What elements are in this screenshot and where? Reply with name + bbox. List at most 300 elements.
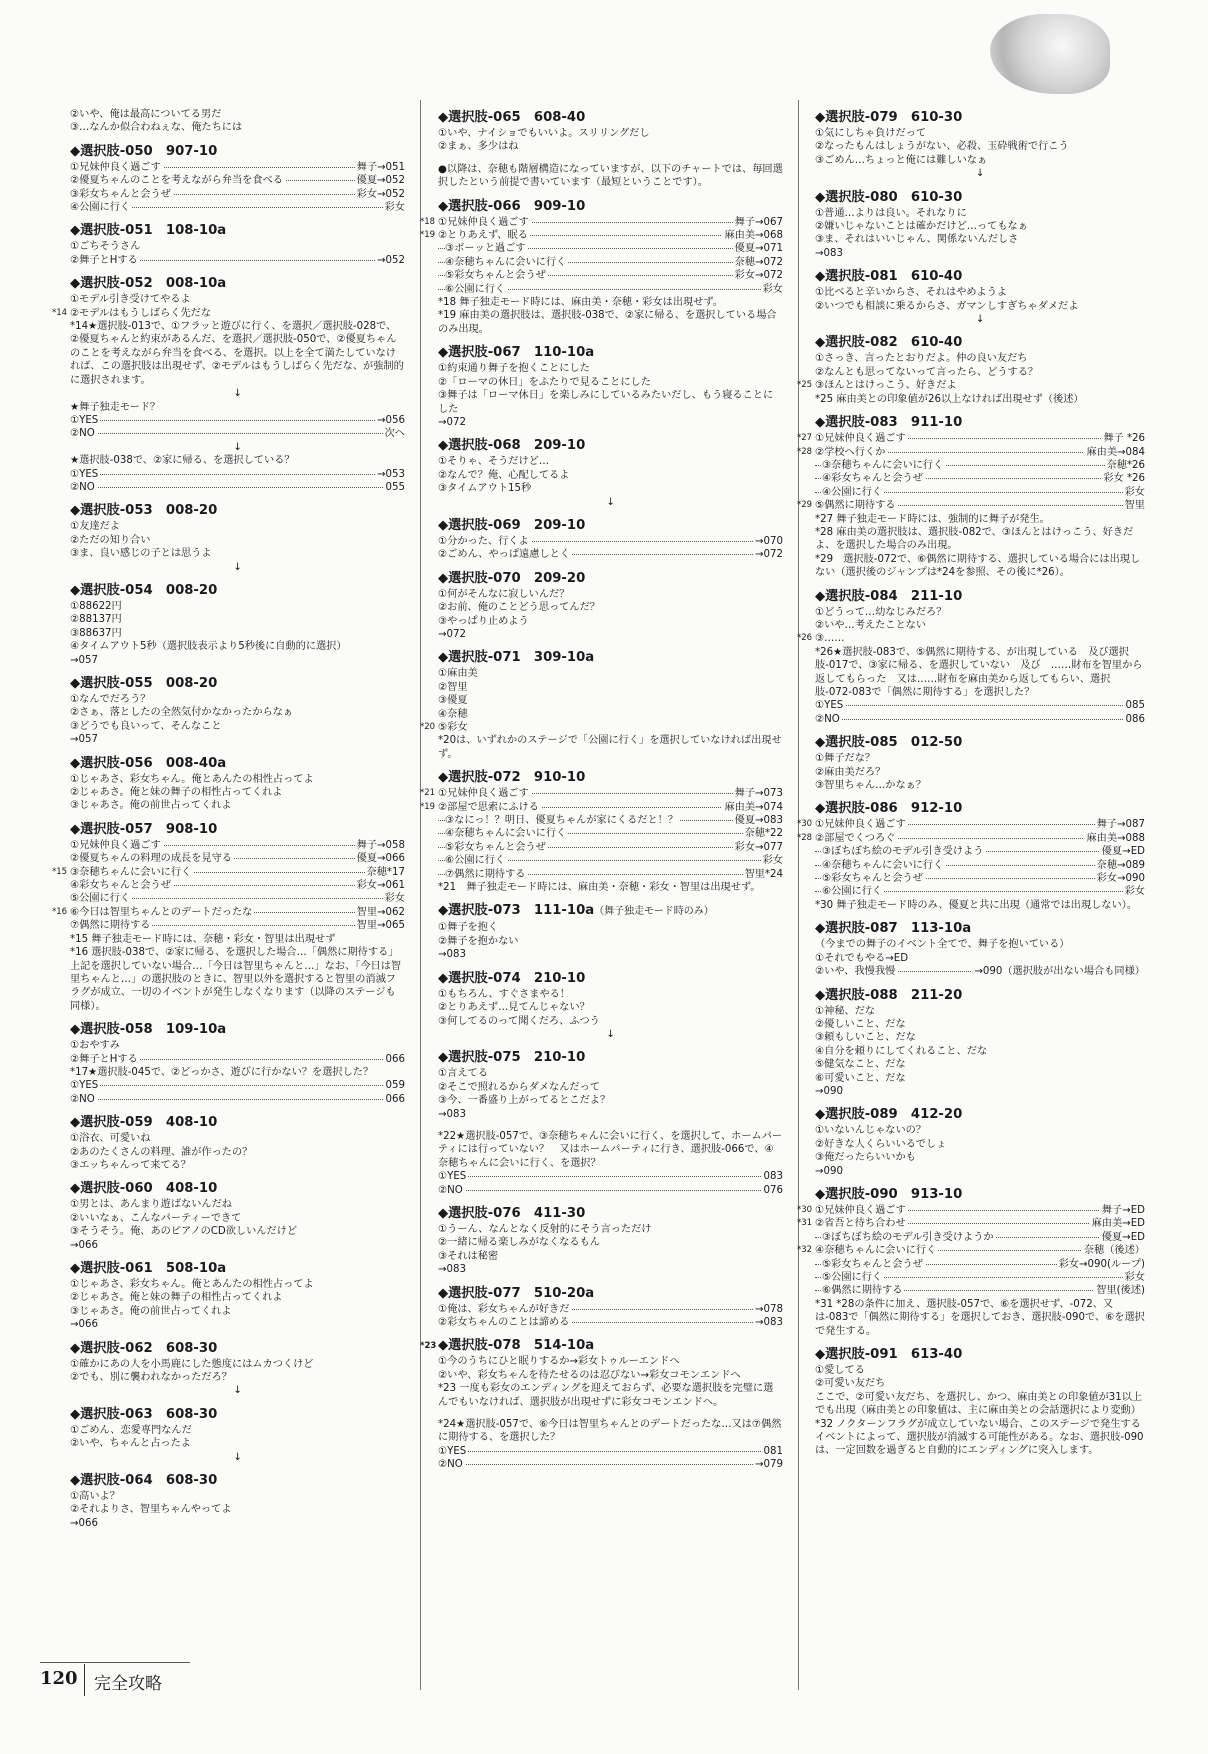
section-heading-text: ◆選択肢-062 608-30 (70, 1340, 218, 1356)
choice-section (70, 144, 405, 215)
option-text: ②NO (70, 1093, 95, 1105)
option-text: ①いないんじゃないの？ (815, 1125, 927, 1137)
choice-option (438, 854, 783, 867)
choice-option (438, 548, 783, 561)
choice-option (70, 1371, 405, 1384)
choice-section (420, 198, 783, 337)
choice-option (70, 879, 405, 892)
option-text: ②NO (438, 1184, 463, 1196)
section-heading (438, 1206, 783, 1222)
option-text: ③頼もしいこと、だな (815, 1032, 916, 1044)
section-heading-text: ◆選択肢-068 209-10 (438, 438, 586, 454)
choice-option (815, 1018, 1145, 1031)
choice-option (438, 935, 783, 948)
option-text: ①約束通り舞子を抱くことにした (438, 363, 590, 375)
option-text: ③ほんとはけっこう、好きだよ (815, 380, 957, 392)
option-result: 彩女→061 (356, 880, 405, 892)
option-result: 奈穂*17 (366, 866, 405, 878)
option-text: ③ごめん…ちょっと俺には難しいなぁ (815, 154, 988, 166)
choice-option (797, 832, 1145, 845)
option-text: ④奈穂ちゃんに会いに行く (815, 1245, 937, 1257)
section-heading-text: ◆選択肢-091 613-40 (815, 1347, 963, 1363)
section-heading-text: ◆選択肢-064 608-30 (70, 1473, 218, 1489)
note-paragraph: *18 舞子独走モード時には、麻由美・奈穂・彩女は出現せず。 (438, 297, 723, 309)
footnote-marker: *21 (420, 788, 436, 799)
choice-option (815, 1058, 1145, 1071)
choice-option (797, 1217, 1145, 1230)
choice-option (420, 229, 783, 242)
option-text: ②麻由美だろ？ (815, 766, 886, 778)
option-text: ②とりあえず、眠る (438, 230, 528, 242)
section-heading (815, 801, 1145, 817)
section-heading-text: ◆選択肢-057 908-10 (70, 821, 218, 837)
option-text: *17★選択肢-045で、②どっかさ、遊びに行かない？を選択した？ (70, 1066, 374, 1078)
option-text: →066 (70, 1319, 98, 1331)
option-result: 優夏→066 (356, 853, 405, 865)
option-text: ⑤偶然に期待する (815, 500, 896, 512)
choice-option (438, 1236, 783, 1249)
section-heading-text: ◆選択肢-071 309-10a (438, 650, 595, 666)
footnote-marker: *15 (52, 866, 68, 877)
choice-option (70, 108, 405, 121)
option-text: ①舞子を抱く (438, 922, 499, 934)
option-result: 083 (763, 1171, 783, 1183)
option-text: ④彩女ちゃんと会うぜ (70, 880, 171, 892)
option-text: ①そりゃ、そうだけど… (438, 456, 550, 468)
section-heading-text: ◆選択肢-079 610-30 (815, 110, 963, 125)
option-text: ②なんとも思ってないって言ったら、どうする？ (815, 366, 1039, 378)
option-text: ①YES (70, 468, 99, 480)
footnote-marker: *18 (420, 216, 436, 227)
choice-section (438, 438, 783, 509)
choice-option (52, 866, 405, 879)
choice-option (438, 140, 783, 153)
note-paragraph: *21 舞子独走モード時には、麻由美・奈穂・彩女・智里は出現せず。 (438, 882, 761, 894)
choice-option (70, 454, 405, 467)
choice-option (70, 786, 405, 799)
dotted-leader (70, 1085, 405, 1086)
dotted-leader (438, 1451, 783, 1452)
option-text: ②一緒に帰る楽しみがなくなるもん (438, 1237, 600, 1249)
option-text: ②でも、別に襲われなかっただろ？ (70, 1372, 232, 1384)
choice-option (70, 613, 405, 626)
note-paragraph: *24★選択肢-057で、⑥今日は智里ちゃんとのデートだったな…又は⑦偶然に期待する、を選択した？ (438, 1419, 782, 1444)
choice-section (797, 588, 1145, 727)
option-text: ②舞子とHする (70, 254, 138, 266)
section-heading (815, 269, 1145, 285)
choice-option (438, 376, 783, 389)
choice-option (70, 720, 405, 733)
option-text: ①高いよ？ (70, 1491, 120, 1503)
column-1 (52, 108, 405, 1539)
choice-section (420, 770, 783, 894)
option-text: ②嫌いじゃないことは確かだけど…ってもなぁ (815, 221, 1028, 233)
choice-section (70, 1115, 405, 1172)
option-result: 舞子→051 (356, 161, 405, 173)
option-text: ②ただの知り合い (70, 534, 151, 546)
choice-option (438, 482, 783, 495)
choice-section (438, 903, 783, 961)
choice-option (70, 852, 405, 865)
option-text: ②いいなぁ、こんなパーティーできて (70, 1212, 242, 1224)
note-paragraph: *14★選択肢-013で、①フラッと遊びに行く、を選択／選択肢-028で、②優夏ちゃんと約束があるんだ、を選択／選択肢-050で、②優夏ちゃんのことを考えながら弁当を食べる、を選択。以上を全て満たしていなければ、この選択肢は出現せず、②モデルはもうしばらく先だな、が強制的に選択されます。 (70, 321, 404, 386)
choice-option (815, 699, 1145, 712)
note-paragraph: *28 麻由美の選択肢は、選択肢-082で、③ほんとはけっこう、好きだよ、を選択した場合のみ出現。 (815, 526, 1134, 552)
choice-option (797, 446, 1145, 459)
choice-section (815, 269, 1145, 326)
choice-option (438, 1081, 783, 1094)
section-heading (70, 223, 405, 239)
choice-option (70, 693, 405, 706)
choice-section (438, 1286, 783, 1330)
choice-section (420, 650, 783, 761)
choice-option (438, 615, 783, 628)
choice-option (438, 948, 783, 961)
option-text: ⑥公園に行く (445, 855, 506, 867)
choice-section (70, 1473, 405, 1530)
option-result: 076 (763, 1184, 783, 1196)
option-text: ③タイムアウト15秒 (438, 483, 532, 495)
choice-option (438, 868, 783, 881)
option-result: 舞子 *26 (1103, 433, 1145, 445)
option-text: ⑦偶然に期待する (445, 868, 526, 880)
choice-option (797, 432, 1145, 445)
option-text: ①確かにあの人を小馬鹿にした態度にはムカつくけど (70, 1358, 314, 1370)
option-result: 優夏→071 (734, 243, 783, 255)
option-text: ②「ローマの休日」をふたりで見ることにした (438, 376, 651, 388)
footnote-marker: *30 (797, 819, 813, 830)
footnote-marker: *31 (797, 1218, 813, 1229)
choice-option (70, 468, 405, 481)
option-text: ⑤彩女ちゃんと会うぜ (445, 270, 546, 282)
section-heading-text: ◆選択肢-083 911-10 (815, 415, 963, 431)
column-2 (420, 108, 783, 1481)
section-heading-text: ◆選択肢-050 907-10 (70, 143, 218, 159)
option-text: ④奈穂ちゃんに会いに行く (445, 828, 567, 840)
note-paragraph: *29 選択肢-072で、⑥偶然に期待する、選択している場合には出現しない（選択後のジャンプは*24を参照、その後に*26）。 (815, 553, 1141, 579)
choice-option (438, 362, 783, 375)
choice-option (815, 938, 1145, 951)
option-text: ②さぁ、落としたの全然気付かなかったからなぁ (70, 707, 294, 719)
flow-arrow: ↓ (606, 1028, 615, 1040)
choice-option (438, 127, 783, 140)
choice-option (438, 988, 783, 1001)
choice-option (70, 1437, 405, 1450)
option-result: 彩女→090(ループ) (1058, 1258, 1145, 1270)
section-heading-text: ◆選択肢-088 211-20 (815, 987, 963, 1003)
footnote-marker: *19 (420, 230, 436, 241)
choice-option (70, 188, 405, 201)
option-text: ★舞子独走モード？ (70, 401, 161, 413)
option-text: ⑥今日は智里ちゃんとのデートだったな (70, 906, 253, 918)
flow-arrow: ↓ (233, 561, 242, 573)
option-result: 奈穂→072 (734, 256, 783, 268)
choice-option (815, 1377, 1145, 1390)
section-heading (438, 438, 783, 454)
page-footer (40, 1660, 200, 1696)
section-heading (438, 199, 783, 215)
option-text: ③俺だったらいいかも (815, 1152, 916, 1164)
option-text: ①うーん、なんとなく反射的にそう言っただけ (438, 1223, 652, 1235)
option-result: 彩女→052 (356, 188, 405, 200)
choice-option (438, 1223, 783, 1236)
choice-option (438, 1250, 783, 1263)
choice-option (52, 906, 405, 919)
column-divider (420, 100, 421, 1690)
option-text: ②部屋でくつろぐ (815, 832, 896, 844)
choice-option (815, 459, 1145, 472)
choice-option (70, 520, 405, 533)
option-text: →090 (815, 1085, 843, 1097)
section-heading-text: ◆選択肢-074 210-10 (438, 970, 586, 986)
choice-option (438, 841, 783, 854)
choice-option (815, 952, 1145, 965)
section-heading (815, 415, 1145, 431)
choice-option (815, 1085, 1145, 1098)
option-result: 麻由美→084 (1086, 446, 1145, 458)
option-text: ②省吾と待ち合わせ (815, 1218, 906, 1230)
option-text: ③彩女ちゃんと会うぜ (70, 188, 171, 200)
note-paragraph: *27 舞子独走モード時には、強制的に舞子が発生。 (815, 513, 1050, 525)
choice-option (70, 1278, 405, 1291)
option-text: ①なんでだろう？ (70, 694, 151, 705)
choice-option (70, 481, 405, 494)
option-result: 優夏→ED (1101, 846, 1145, 858)
choice-option (70, 627, 405, 640)
choice-option (438, 535, 783, 548)
option-result: 舞子→067 (734, 216, 783, 228)
choice-option (815, 1124, 1145, 1137)
option-text: ②まぁ、多少はね (438, 141, 519, 153)
option-text: ②あのたくさんの料理、誰が作ったの？ (70, 1146, 253, 1158)
option-text: ③…なんか似合わねぇな、俺たちには (70, 122, 243, 134)
option-result: 彩女→072 (734, 270, 783, 282)
dotted-leader (70, 1099, 405, 1100)
choice-option (70, 1305, 405, 1318)
choice-option (815, 859, 1145, 872)
option-text: ①もちろん、すぐさまやる！ (438, 988, 570, 1000)
section-heading-note: （舞子独走モード時のみ） (594, 906, 714, 918)
option-text: ③優夏 (438, 695, 468, 707)
choice-option (70, 706, 405, 719)
section-heading (438, 571, 783, 587)
choice-option (70, 1424, 405, 1437)
choice-option (70, 1318, 405, 1331)
option-text: ①88622円 (70, 600, 122, 612)
choice-option (815, 766, 1145, 779)
choice-option (815, 233, 1145, 246)
option-text: ①モデル引き受けてやるよ (70, 294, 191, 306)
choice-option (438, 708, 783, 721)
option-text: ②ごめん、やっぱ遠慮しとく (438, 549, 570, 561)
section-heading-text: ◆選択肢-087 113-10a (815, 921, 972, 937)
choice-section (438, 345, 783, 429)
option-text: ②好きな人くらいいるでしょ (815, 1138, 947, 1150)
choice-option (438, 814, 783, 827)
choice-option (815, 1271, 1145, 1284)
option-text: ①YES (438, 1445, 467, 1457)
option-text: ③ま、それはいいじゃん、関係ないんだしさ (815, 234, 1019, 246)
choice-option (438, 1001, 783, 1014)
option-text: ①神秘、だな (815, 1005, 876, 1017)
option-text: ③ま、良い感じの子とは思うよ (70, 548, 212, 560)
option-text: ③今、一番盛り上がってるとこだよ？ (438, 1095, 611, 1107)
option-text: ②智里 (438, 681, 468, 693)
choice-option (70, 1198, 405, 1211)
option-text: ④公園に行く (822, 486, 883, 498)
choice-option (815, 1031, 1145, 1044)
option-result: 智里→065 (356, 920, 405, 932)
section-heading (70, 1115, 405, 1131)
option-text: ①ごめん、恋愛専門なんだ (70, 1424, 192, 1436)
option-text: ①言えてる (438, 1068, 488, 1080)
option-text: ④タイムアウト5秒（選択肢表示より5秒後に自動的に選択） (70, 641, 347, 653)
section-heading (815, 589, 1145, 605)
section-heading-text: ◆選択肢-055 008-20 (70, 676, 218, 691)
dotted-leader (70, 420, 405, 421)
choice-option (815, 1364, 1145, 1377)
flow-arrow: ↓ (975, 314, 985, 326)
option-text: ③どうでも良いって、そんなこと (70, 720, 222, 732)
option-text: ②モデルはもうしばらく先だな (70, 307, 212, 319)
choice-option (438, 1369, 783, 1382)
section-heading-text: ◆選択肢-075 210-10 (438, 1050, 586, 1066)
option-text: ②それよりさ、智里ちゃんやってよ (70, 1504, 232, 1516)
dotted-leader (70, 474, 405, 475)
footnote-marker: *19 (420, 801, 436, 812)
option-text: ①YES (70, 1080, 99, 1092)
option-text: →083 (438, 1264, 466, 1276)
choice-option (70, 401, 405, 414)
choice-option (438, 1458, 783, 1471)
choice-option (70, 201, 405, 214)
option-text: ①兄妹仲良く過ごす (438, 216, 529, 228)
option-result: 奈穂*22 (744, 828, 783, 840)
option-result: 優夏→052 (356, 175, 405, 187)
option-result: 059 (385, 1080, 405, 1092)
option-text: ①気にしちゃ負けだって (815, 128, 927, 139)
option-result: 086 (1125, 713, 1145, 725)
option-result: 舞子→058 (356, 839, 405, 851)
section-heading-text: ◆選択肢-059 408-10 (70, 1115, 218, 1131)
option-text: ②いや、俺は最高についてる男だ (70, 109, 222, 120)
option-result: 智里(後述) (1096, 1285, 1145, 1297)
choice-option (815, 1138, 1145, 1151)
option-text: ②いや…考えたことない (815, 619, 927, 631)
option-text: ②いつでも相談に乗るからさ、ガマンしすぎちゃダメだよ (815, 300, 1079, 312)
choice-option (438, 1184, 783, 1197)
note-paragraph: *26★選択肢-083で、⑤偶然に期待する、が出現している 及び選択肢-017で、③家に帰る、を選択していない 及び ……財布を智里から返してもらった 又は……財布を麻由美から返してもらい、選択肢-072-083で「偶然に期待する」を選択した？ (815, 646, 1143, 698)
choice-option (438, 269, 783, 282)
choice-option (815, 845, 1145, 858)
section-heading-text: ◆選択肢-080 610-30 (815, 189, 963, 205)
option-text: ①それでもやる→ED (815, 952, 909, 964)
choice-option (815, 286, 1145, 299)
option-text: ①兄妹仲良く過ごす (70, 161, 161, 173)
footnote-marker: *30 (797, 1204, 813, 1215)
choice-section (438, 110, 783, 154)
section-heading-text: ◆選択肢-084 211-10 (815, 588, 963, 604)
option-result: 彩女 (1124, 486, 1145, 498)
choice-option (815, 300, 1145, 313)
option-text: ①浴衣、可愛いね (70, 1133, 151, 1145)
choice-option (70, 773, 405, 786)
option-result: 智里 (1124, 500, 1145, 512)
option-text: ②なんで？俺、心配してるよ (438, 469, 570, 481)
choice-option (438, 455, 783, 468)
option-text: ②いや、彩女ちゃんを待たせるのは忍びない→彩女コモンエンドへ (438, 1369, 741, 1381)
choice-option (52, 307, 405, 320)
choice-option (70, 1239, 405, 1252)
choice-option (815, 352, 1145, 365)
option-text: ①兄妹仲良く過ごす (815, 1204, 906, 1216)
choice-section (438, 1050, 783, 1121)
option-text: ③やっぱり止めよう (438, 615, 529, 627)
option-text: ③奈穂ちゃんに会いに行く (822, 459, 944, 471)
choice-option (797, 1204, 1145, 1217)
choice-option (70, 240, 405, 253)
choice-option (815, 779, 1145, 792)
option-result: →083 (755, 1317, 783, 1328)
choice-section (815, 110, 1145, 181)
option-text: ③…… (815, 633, 845, 645)
choice-option (438, 469, 783, 482)
dotted-leader (438, 1190, 783, 1191)
choice-option (815, 606, 1145, 619)
dotted-leader (70, 433, 405, 434)
option-result: 優夏→ED (1101, 1231, 1145, 1243)
option-text: ②優しいこと、だな (815, 1018, 906, 1030)
option-result: 舞子→073 (734, 788, 783, 800)
option-text: ③ぼちぼち絵のモデル引き受けようか (822, 1231, 994, 1243)
choice-option (815, 1072, 1145, 1085)
option-text: ②そこで照れるからダメなんだって (438, 1081, 600, 1093)
choice-option (70, 1503, 405, 1516)
note-paragraph: *15 舞子独走モード時には、奈穂・彩女・智里は出現せず (70, 933, 336, 945)
section-heading-text: ◆選択肢-089 412-20 (815, 1107, 963, 1123)
section-heading-text: ◆選択肢-073 111-10a (438, 903, 595, 919)
choice-option (438, 667, 783, 680)
option-text: ④公園に行く (70, 202, 131, 214)
choice-option (815, 752, 1145, 765)
choice-option (70, 293, 405, 306)
option-text: ②NO (438, 1459, 463, 1471)
choice-section (815, 190, 1145, 261)
choice-option (438, 242, 783, 255)
option-result: 舞子→087 (1096, 819, 1145, 831)
choice-section (52, 276, 405, 494)
choice-option (815, 1284, 1145, 1297)
choice-option (70, 1093, 405, 1106)
choice-option (70, 1159, 405, 1172)
page-number: 120 (40, 1668, 78, 1689)
section-heading-text: ◆選択肢-086 912-10 (815, 801, 963, 817)
option-text: ⑤彩女 (438, 722, 468, 733)
footnote-marker: *16 (52, 906, 68, 917)
dotted-leader (438, 1176, 783, 1177)
choice-section (438, 163, 783, 190)
section-heading (438, 1286, 783, 1302)
option-text: →083 (438, 949, 466, 961)
section-heading-text: ◆選択肢-085 012-50 (815, 735, 963, 751)
note-paragraph: *22★選択肢-057で、③奈穂ちゃんに会いに行く、を選択して、ホームパーティには行っていない？ 又はホームパーティに行き、選択肢-066で、④奈穂ちゃんに会いに行く、を選択？ (438, 1130, 783, 1169)
choice-option (815, 247, 1145, 260)
note-paragraph: *23 一度も彩女のエンディングを迎えておらず、必要な選択肢を完璧に選んでもいなければ、選択肢が出現せずに彩女コモンエンドへ。 (438, 1383, 774, 1408)
option-result: →056 (377, 414, 405, 426)
section-heading-text: ◆選択肢-065 608-40 (438, 110, 586, 125)
option-text: ★選択肢-038で、②家に帰る、を選択している？ (70, 455, 295, 467)
option-text: ⑤彩女ちゃんと会うぜ (822, 1258, 923, 1270)
